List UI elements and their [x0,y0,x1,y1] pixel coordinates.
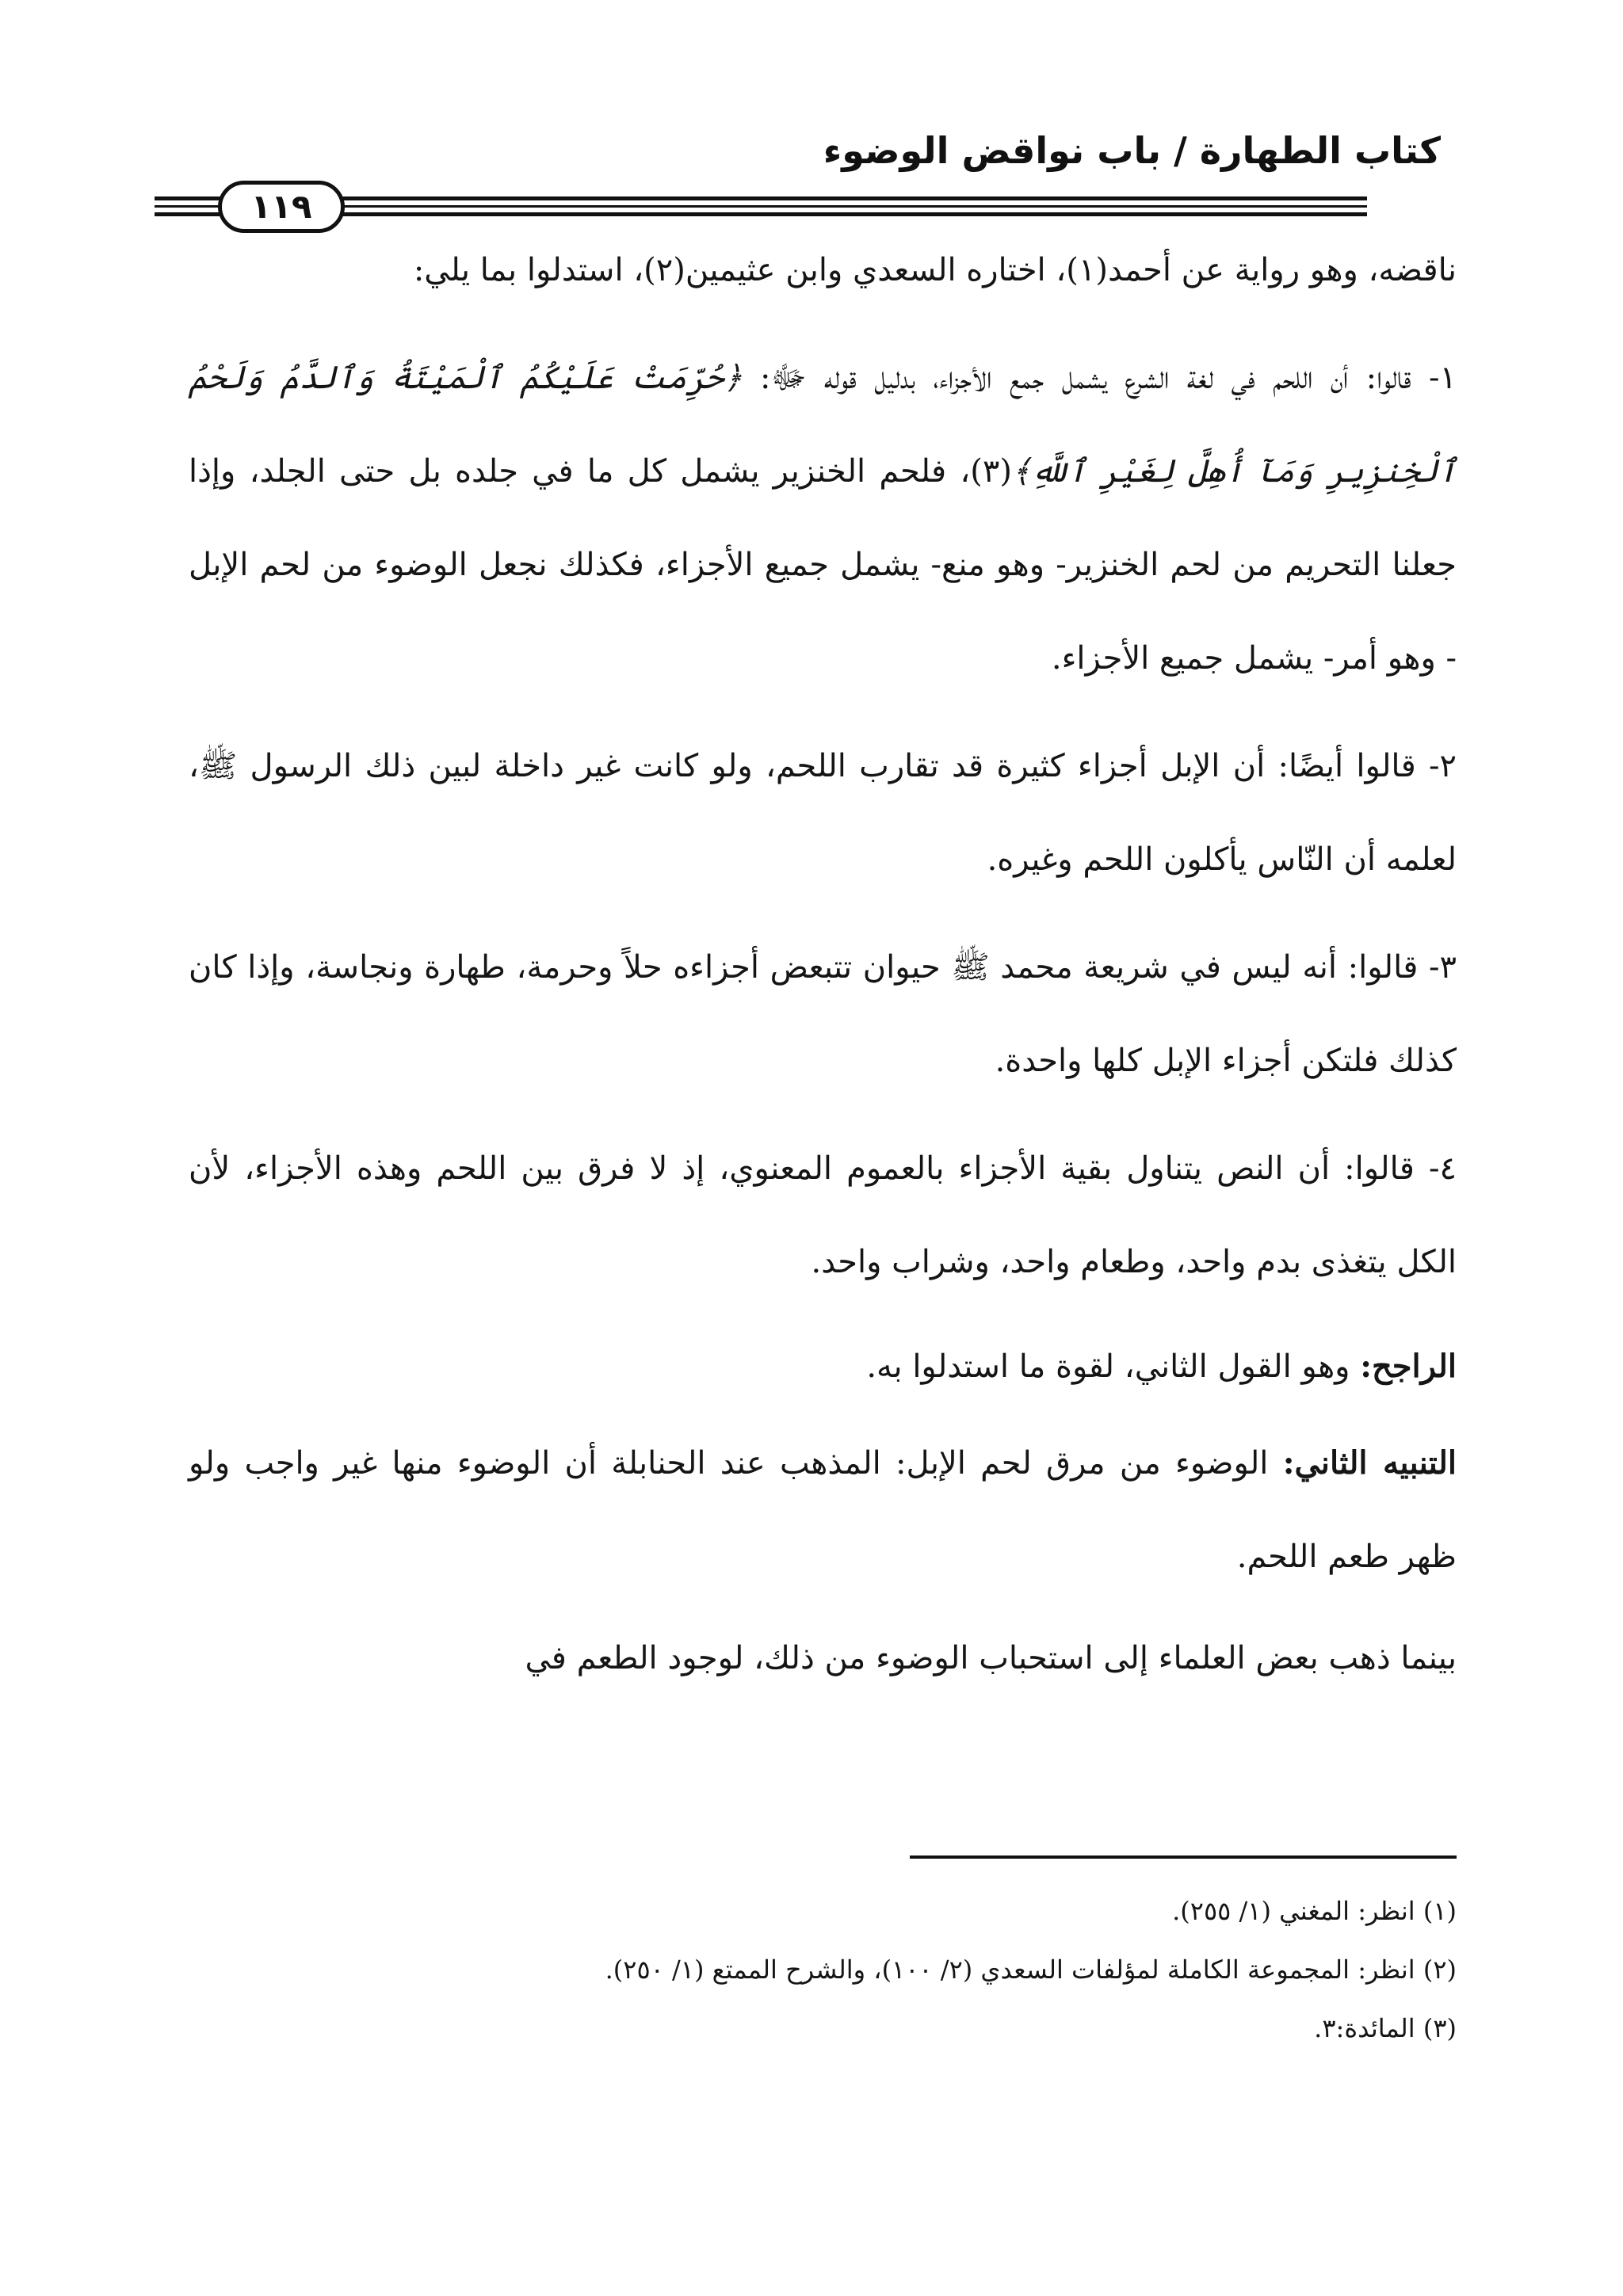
preferred-opinion [189,1320,1457,1413]
footnote-1: (١) انظر: المغني (١/ ٢٥٥). [1172,1896,1457,1926]
evidence-item-3: ٣- قالوا: أنه ليس في شريعة محمد ﷺ حيوان تتبعض أجزاءه حلاً وحرمة، طهارة ونجاسة، وإذا كان كذلك فلتكن أجزاء الإبل كلها واحدة. [189,949,1457,1079]
preferred-opinion-text: وهو القول الثاني، لقوة ما استدلوا به. [866,1348,1361,1385]
intro-paragraph: ناقضه، وهو رواية عن أحمد(١)، اختاره السعدي وابن عثيمين(٢)، استدلوا بما يلي: [413,252,1457,288]
evidence-item-2: ٢- قالوا أيضًا: أن الإبل أجزاء كثيرة قد تقارب اللحم، ولو كانت غير داخلة لبين ذلك الرسول ﷺ، لعلمه أن النّاس يأكلون اللحم وغيره. [189,748,1457,878]
main-text [189,223,1457,1705]
closing-paragraph: بينما ذهب بعض العلماء إلى استحباب الوضوء من ذلك، لوجود الطعم في [525,1640,1457,1676]
second-note [189,1417,1457,1604]
footnote-3: (٣) المائدة:٣. [1314,2013,1457,2043]
footnotes [189,1882,1457,2058]
second-note-label: التنبيه الثاني: [1282,1444,1457,1482]
evidence-item-1-text: ١- قالوا: أن اللحم في لغة الشرع يشمل جمع الأجزاء، بدليل قوله ﷻ: [759,360,1457,396]
header-rule [155,181,1367,228]
evidence-item-1-continuation: (٣)، فلحم الخنزير يشمل كل ما في جلده بل حتى الجلد، وإذا جعلنا التحريم من لحم الخنزير- وهو منع- يشمل جميع الأجزاء، فكذلك نجعل الوضوء من لحم الإبل - وهو أمر- يشمل جميع الأجزاء. [189,453,1457,677]
second-note-text: الوضوء من مرق لحم الإبل: المذهب عند الحنابلة أن الوضوء منها غير واجب ولو ظهر طعم اللحم. [189,1445,1457,1575]
footnote-2: (٢) انظر: المجموعة الكاملة لمؤلفات السعدي (٢/ ١٠٠)، والشرح الممتع (١/ ٢٥٠). [605,1955,1457,1985]
page-number: ١١٩ [218,181,345,233]
quran-verse: ﴿حُرِّمَتْ عَلَيْكُمُ ٱلْمَيْتَةُ وَٱلدَّمُ وَلَحْمُ ٱلْخِنزِيرِ وَمَآ أُهِلَّ لِغَيْرِ ٱللَّهِ﴾ [189,360,1457,490]
evidence-item-4: ٤- قالوا: أن النص يتناول بقية الأجزاء بالعموم المعنوي، إذ لا فرق بين اللحم وهذه الأجزاء، لأن الكل يتغذى بدم واحد، وطعام واحد، وشراب واحد. [189,1150,1457,1280]
running-title: كتاب الطهارة / باب نواقض الوضوء [823,129,1441,172]
evidence-item-1 [189,331,1457,705]
preferred-opinion-label: الراجح: [1360,1348,1457,1385]
footnote-divider [910,1855,1457,1859]
